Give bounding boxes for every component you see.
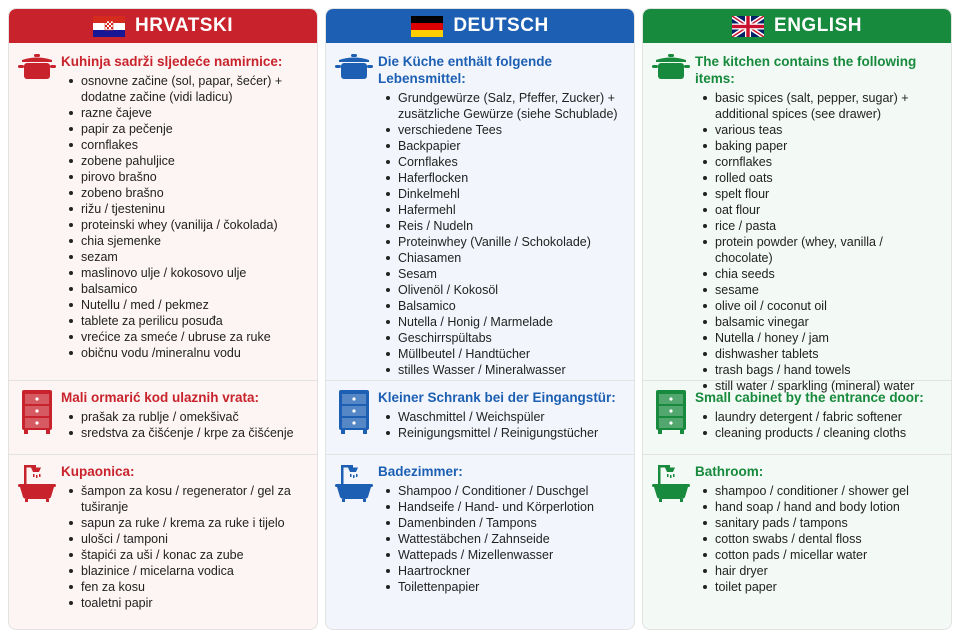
list-item: oat flour [703, 202, 943, 218]
list-item: Nutella / honey / jam [703, 330, 943, 346]
list-item: chia seeds [703, 266, 943, 282]
cabinet-list [693, 409, 943, 441]
cabinet-section [326, 381, 634, 455]
list-item: Hafermehl [386, 202, 626, 218]
list-item: verschiedene Tees [386, 122, 626, 138]
list-item: maslinovo ulje / kokosovo ulje [69, 265, 309, 281]
column-croatian [8, 8, 318, 630]
bathroom-title: Bathroom: [695, 464, 764, 479]
list-item: Sesam [386, 266, 626, 282]
bathroom-list [693, 483, 943, 595]
list-item: Reinigungsmittel / Reinigungstücher [386, 425, 626, 441]
list-item: zobeno brašno [69, 185, 309, 201]
list-item: Dinkelmehl [386, 186, 626, 202]
list-item: various teas [703, 122, 943, 138]
bathtub-shower-icon [334, 463, 374, 503]
list-item: Wattestäbchen / Zahnseide [386, 531, 626, 547]
language-columns [8, 8, 952, 630]
drawer-cabinet-icon [337, 389, 371, 435]
cooking-pot-icon [334, 53, 374, 83]
list-item: Nutellu / med / pekmez [69, 297, 309, 313]
kitchen-title: Die Küche enthält folgende Lebensmittel: [378, 54, 553, 86]
cooking-pot-icon [651, 53, 691, 83]
list-item: Grundgewürze (Salz, Pfeffer, Zucker) + zusätzliche Gewürze (siehe Schublade) [386, 90, 626, 122]
kitchen-section [9, 43, 317, 381]
list-item: papir za pečenje [69, 121, 309, 137]
column-header [326, 9, 634, 43]
list-item: protein powder (whey, vanilla / chocolate) [703, 234, 943, 266]
croatia-flag-icon [93, 16, 125, 37]
list-item: cleaning products / cleaning cloths [703, 425, 943, 441]
list-item: Olivenöl / Kokosöl [386, 282, 626, 298]
list-item: sezam [69, 249, 309, 265]
list-item: osnovne začine (sol, papar, šećer) + dodatne začine (vidi ladicu) [69, 73, 309, 105]
bathroom-list [59, 483, 309, 611]
list-item: običnu vodu /mineralnu vodu [69, 345, 309, 361]
list-item: Toilettenpapier [386, 579, 626, 595]
cabinet-title: Small cabinet by the entrance door: [695, 390, 924, 405]
bathtub-shower-icon [17, 463, 57, 503]
drawer-cabinet-icon [20, 389, 54, 435]
list-item: cornflakes [703, 154, 943, 170]
list-item: Cornflakes [386, 154, 626, 170]
list-item: Nutella / Honig / Marmelade [386, 314, 626, 330]
kitchen-section [326, 43, 634, 381]
kitchen-list [59, 73, 309, 361]
bathroom-section [326, 455, 634, 629]
bathroom-title: Badezimmer: [378, 464, 463, 479]
list-item: sapun za ruke / krema za ruke i tijelo [69, 515, 309, 531]
list-item: Proteinwhey (Vanille / Schokolade) [386, 234, 626, 250]
kitchen-section [643, 43, 951, 393]
kitchen-list [693, 90, 943, 394]
column-header [643, 9, 951, 43]
column-header [9, 9, 317, 43]
list-item: spelt flour [703, 186, 943, 202]
cooking-pot-icon [17, 53, 57, 83]
list-item: basic spices (salt, pepper, sugar) + additional spices (see drawer) [703, 90, 943, 122]
list-item: prašak za rublje / omekšivač [69, 409, 309, 425]
list-item: stilles Wasser / Mineralwasser [386, 362, 626, 378]
list-item: cornflakes [69, 137, 309, 153]
list-item: cotton swabs / dental floss [703, 531, 943, 547]
list-item: laundry detergent / fabric softener [703, 409, 943, 425]
list-item: still water / sparkling (mineral) water [703, 378, 943, 394]
cabinet-list [59, 409, 309, 441]
list-item: balsamico [69, 281, 309, 297]
list-item: hair dryer [703, 563, 943, 579]
list-item: Reis / Nudeln [386, 218, 626, 234]
column-english [642, 8, 952, 630]
cabinet-list [376, 409, 626, 441]
list-item: zobene pahuljice [69, 153, 309, 169]
list-item: Wattepads / Mizellenwasser [386, 547, 626, 563]
cabinet-title: Kleiner Schrank bei der Eingangstür: [378, 390, 616, 405]
list-item: toilet paper [703, 579, 943, 595]
list-item: štapići za uši / konac za zube [69, 547, 309, 563]
list-item: rižu / tjesteninu [69, 201, 309, 217]
column-german [325, 8, 635, 630]
bathtub-shower-icon [651, 463, 691, 503]
list-item: vrećice za smeće / ubruse za ruke [69, 329, 309, 345]
list-item: cotton pads / micellar water [703, 547, 943, 563]
list-item: sanitary pads / tampons [703, 515, 943, 531]
germany-flag-icon [411, 16, 443, 37]
list-item: blazinice / micelarna vodica [69, 563, 309, 579]
list-item: pirovo brašno [69, 169, 309, 185]
list-item: šampon za kosu / regenerator / gel za tuširanje [69, 483, 309, 515]
list-item: rice / pasta [703, 218, 943, 234]
list-item: hand soap / hand and body lotion [703, 499, 943, 515]
list-item: rolled oats [703, 170, 943, 186]
list-item: Shampoo / Conditioner / Duschgel [386, 483, 626, 499]
list-item: sesame [703, 282, 943, 298]
list-item: chia sjemenke [69, 233, 309, 249]
bathroom-section [643, 455, 951, 629]
kitchen-list [376, 90, 626, 378]
list-item: Damenbinden / Tampons [386, 515, 626, 531]
list-item: razne čajeve [69, 105, 309, 121]
bathroom-list [376, 483, 626, 595]
list-item: Balsamico [386, 298, 626, 314]
list-item: Haartrockner [386, 563, 626, 579]
list-item: sredstva za čišćenje / krpe za čišćenje [69, 425, 309, 441]
cabinet-section [9, 381, 317, 455]
list-item: baking paper [703, 138, 943, 154]
kitchen-title: The kitchen contains the following items: [695, 54, 917, 86]
column-title: DEUTSCH [453, 15, 549, 36]
list-item: Backpapier [386, 138, 626, 154]
uk-flag-icon [732, 16, 764, 37]
column-title: HRVATSKI [135, 15, 233, 36]
list-item: dishwasher tablets [703, 346, 943, 362]
list-item: Geschirrspültabs [386, 330, 626, 346]
list-item: shampoo / conditioner / shower gel [703, 483, 943, 499]
list-item: Chiasamen [386, 250, 626, 266]
drawer-cabinet-icon [654, 389, 688, 435]
list-item: proteinski whey (vanilija / čokolada) [69, 217, 309, 233]
list-item: fen za kosu [69, 579, 309, 595]
list-item: Handseife / Hand- und Körperlotion [386, 499, 626, 515]
column-title: ENGLISH [774, 15, 862, 36]
bathroom-title: Kupaonica: [61, 464, 135, 479]
list-item: trash bags / hand towels [703, 362, 943, 378]
list-item: Waschmittel / Weichspüler [386, 409, 626, 425]
list-item: tablete za perilicu posuđa [69, 313, 309, 329]
cabinet-title: Mali ormarić kod ulaznih vrata: [61, 390, 260, 405]
list-item: Haferflocken [386, 170, 626, 186]
list-item: toaletni papir [69, 595, 309, 611]
kitchen-title: Kuhinja sadrži sljedeće namirnice: [61, 54, 283, 69]
bathroom-section [9, 455, 317, 629]
list-item: olive oil / coconut oil [703, 298, 943, 314]
list-item: balsamic vinegar [703, 314, 943, 330]
list-item: ulošci / tamponi [69, 531, 309, 547]
list-item: Müllbeutel / Handtücher [386, 346, 626, 362]
